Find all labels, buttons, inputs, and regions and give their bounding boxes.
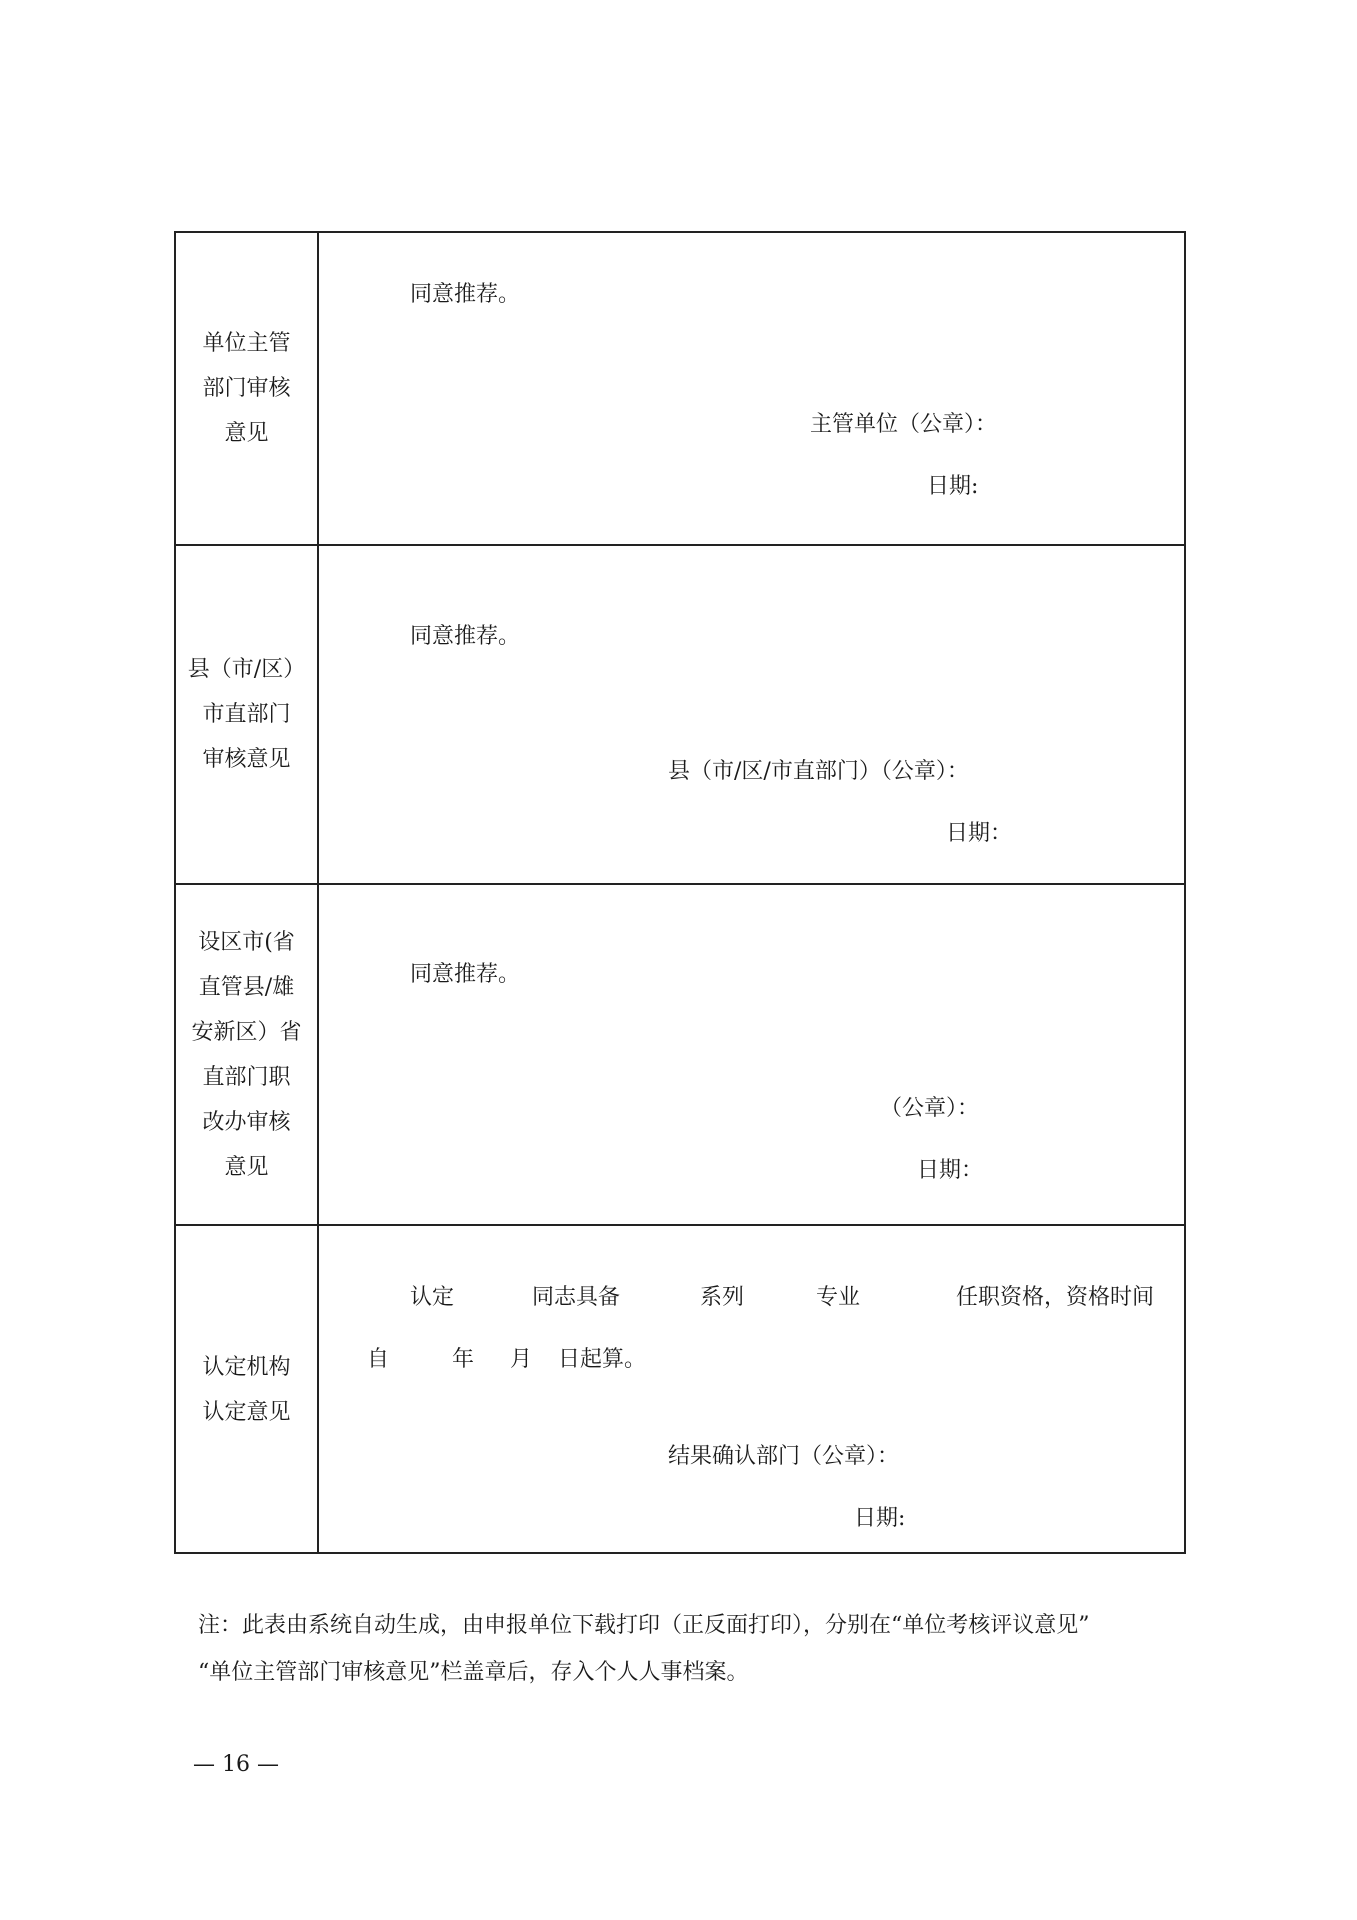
row-county-department <box>176 544 1184 883</box>
row-label-cell <box>176 885 319 1224</box>
date-label: 日期: <box>854 1506 906 1531</box>
date-label: 日期： <box>946 821 1013 846</box>
label-line: 审核意见 <box>202 747 291 772</box>
label-line: 直部门职 <box>202 1064 291 1090</box>
date-label: 日期: <box>927 474 979 499</box>
row-certification-agency <box>176 1224 1184 1554</box>
cert-text-part: 日起算。 <box>558 1347 647 1372</box>
label-line: 部门审核 <box>202 376 291 401</box>
label-line: 县（市/区） <box>187 657 306 682</box>
label-line: 市直部门 <box>202 702 291 727</box>
opinion-text: 同意推荐。 <box>410 624 521 649</box>
row-unit-supervisor <box>176 233 1184 544</box>
row-label-cell <box>176 233 319 544</box>
row-city-office <box>176 883 1184 1224</box>
label-line: 单位主管 <box>202 331 291 356</box>
seal-label: 结果确认部门（公章）： <box>668 1444 900 1469</box>
row-label <box>188 647 305 782</box>
row-label-cell <box>176 546 319 883</box>
cert-text-part: 月 <box>510 1347 533 1372</box>
row-label <box>202 321 290 456</box>
cert-text-part: 同志具备 <box>532 1285 621 1310</box>
label-line: 直管县/雄 <box>198 974 295 1000</box>
label-line: 安新区）省 <box>191 1019 302 1045</box>
review-form-table <box>174 231 1186 1554</box>
label-line: 意见 <box>224 1154 269 1180</box>
label-line: 设区市(省 <box>198 929 295 955</box>
date-label: 日期： <box>917 1158 984 1183</box>
cert-text-part: 认定 <box>410 1285 455 1310</box>
opinion-text: 同意推荐。 <box>410 962 521 987</box>
label-line: 认定机构 <box>202 1355 291 1380</box>
row-label <box>202 1345 290 1435</box>
cert-text-part: 年 <box>452 1347 475 1372</box>
note-line: “单位主管部门审核意见”栏盖章后，存入个人人事档案。 <box>198 1660 749 1685</box>
note-line: 注：此表由系统自动生成，由申报单位下载打印（正反面打印），分别在“单位考核评议意见” <box>198 1613 1090 1638</box>
page-number: — 16 — <box>193 1752 279 1777</box>
cert-text-part: 系列 <box>700 1285 745 1310</box>
row-label <box>191 920 301 1190</box>
opinion-text: 同意推荐。 <box>410 282 521 307</box>
seal-label: 县（市/区/市直部门）（公章）： <box>668 759 969 784</box>
label-line: 认定意见 <box>202 1400 291 1425</box>
cert-text-part: 任职资格，资格时间 <box>956 1285 1155 1310</box>
cert-text-part: 自 <box>367 1347 390 1372</box>
seal-label: （公章）： <box>880 1096 980 1121</box>
cert-text-part: 专业 <box>816 1285 861 1310</box>
seal-label: 主管单位（公章）： <box>810 412 998 437</box>
label-line: 改办审核 <box>202 1109 291 1135</box>
row-label-cell <box>176 1226 319 1554</box>
label-line: 意见 <box>224 421 269 446</box>
